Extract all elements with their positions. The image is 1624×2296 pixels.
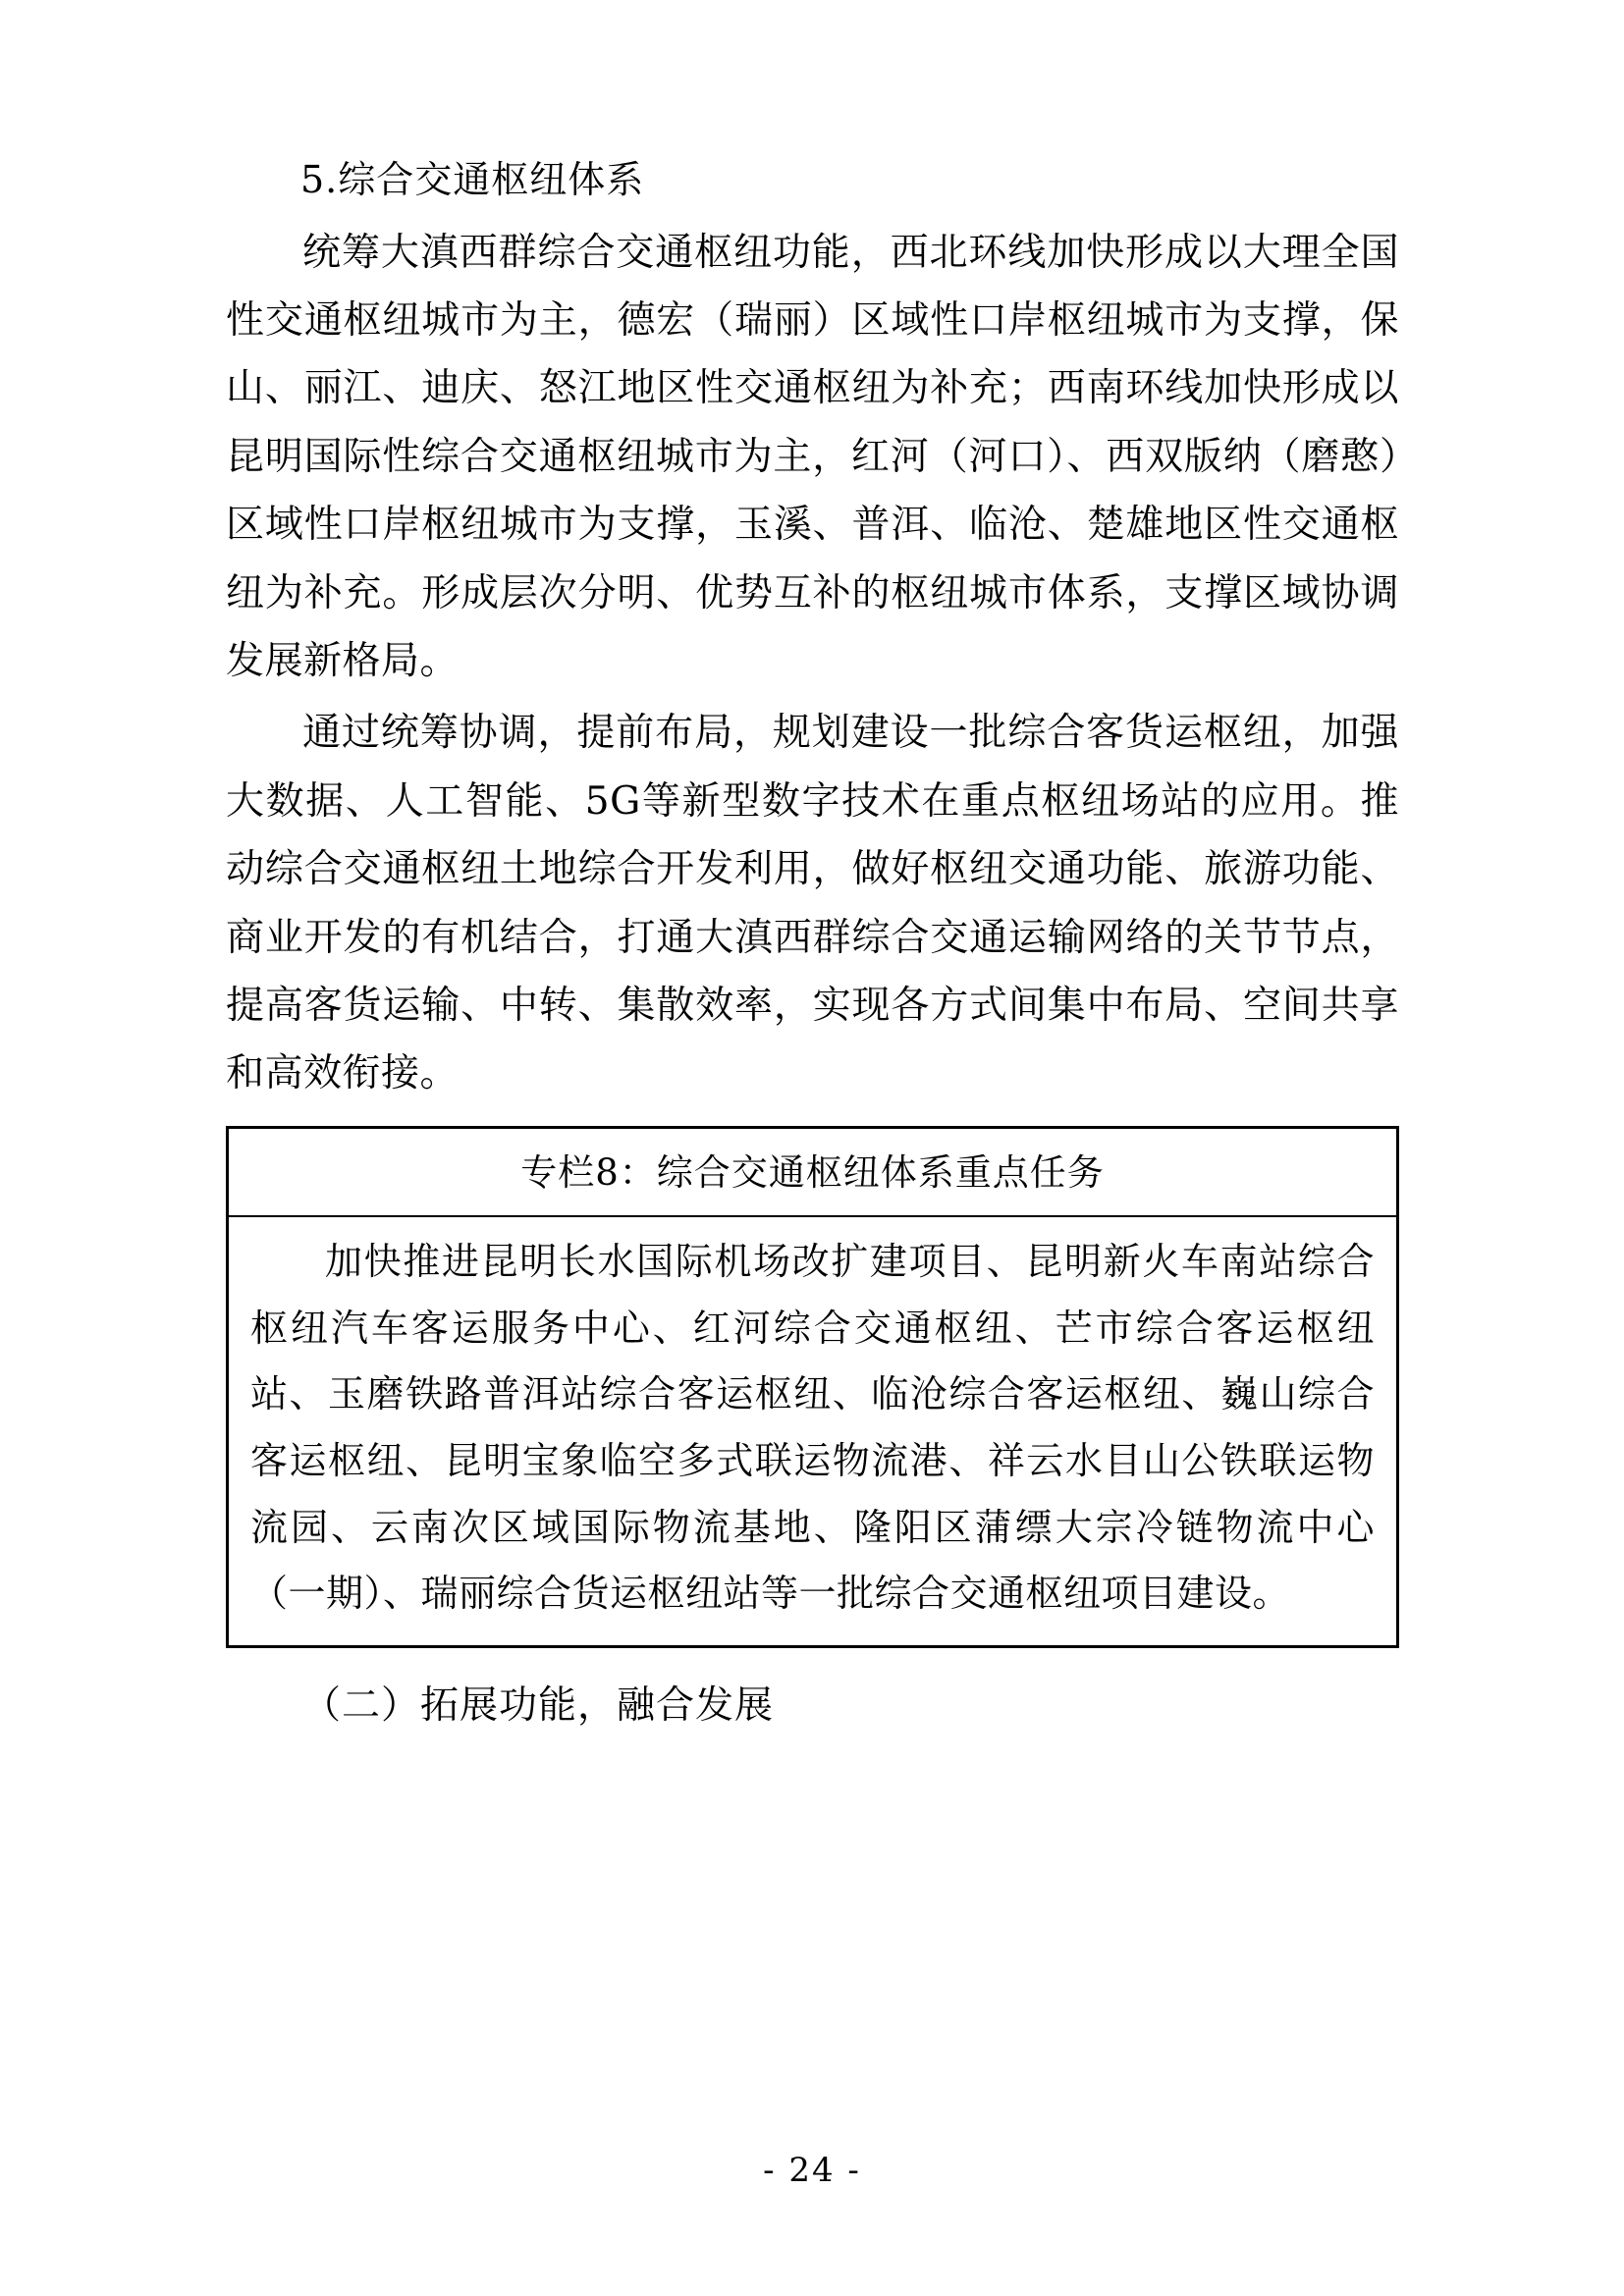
subsection-title: （二）拓展功能，融合发展 [302, 1682, 775, 1728]
document-body [226, 147, 1399, 1742]
callout-box-paragraph: 加快推进昆明长水国际机场改扩建项目、昆明新火车南站综合枢纽汽车客运服务中心、红河综合交通枢纽、芒市综合客运枢纽站、玉磨铁路普洱站综合客运枢纽、临沧综合客运枢纽、巍山综合客运枢纽、昆明宝象临空多式联运物流港、祥云水目山公铁联运物流园、云南次区域国际物流基地、隆阳区蒲缥大宗冷链物流中心（一期）、瑞丽综合货运枢纽站等一批综合交通枢纽项目建设。 [250, 1240, 1375, 1616]
page-number: - 24 - [763, 2151, 861, 2190]
section-heading: 5.综合交通枢纽体系 [300, 158, 645, 201]
callout-box-title: 专栏8：综合交通枢纽体系重点任务 [229, 1129, 1396, 1217]
paragraph-2: 通过统筹协调，提前布局，规划建设一批综合客货运枢纽，加强大数据、人工智能、5G等新型数字技术在重点枢纽场站的应用。推动综合交通枢纽土地综合开发利用，做好枢纽交通功能、旅游功能、商业开发的有机结合，打通大滇西群综合交通运输网络的关节节点，提高客货运输、中转、集散效率，实现各方式间集中布局、空间共享和高效衔接。 [226, 711, 1399, 1096]
callout-box [226, 1126, 1399, 1648]
paragraph-1: 统筹大滇西群综合交通枢纽功能，西北环线加快形成以大理全国性交通枢纽城市为主，德宏（瑞丽）区域性口岸枢纽城市为支撑，保山、丽江、迪庆、怒江地区性交通枢纽为补充；西南环线加快形成以昆明国际性综合交通枢纽城市为主，红河（河口）、西双版纳（磨憨）区域性口岸枢纽城市为支撑，玉溪、普洱、临沧、楚雄地区性交通枢纽为补充。形成层次分明、优势互补的枢纽城市体系，支撑区域协调发展新格局。 [226, 230, 1399, 683]
callout-box-content [229, 1217, 1396, 1645]
